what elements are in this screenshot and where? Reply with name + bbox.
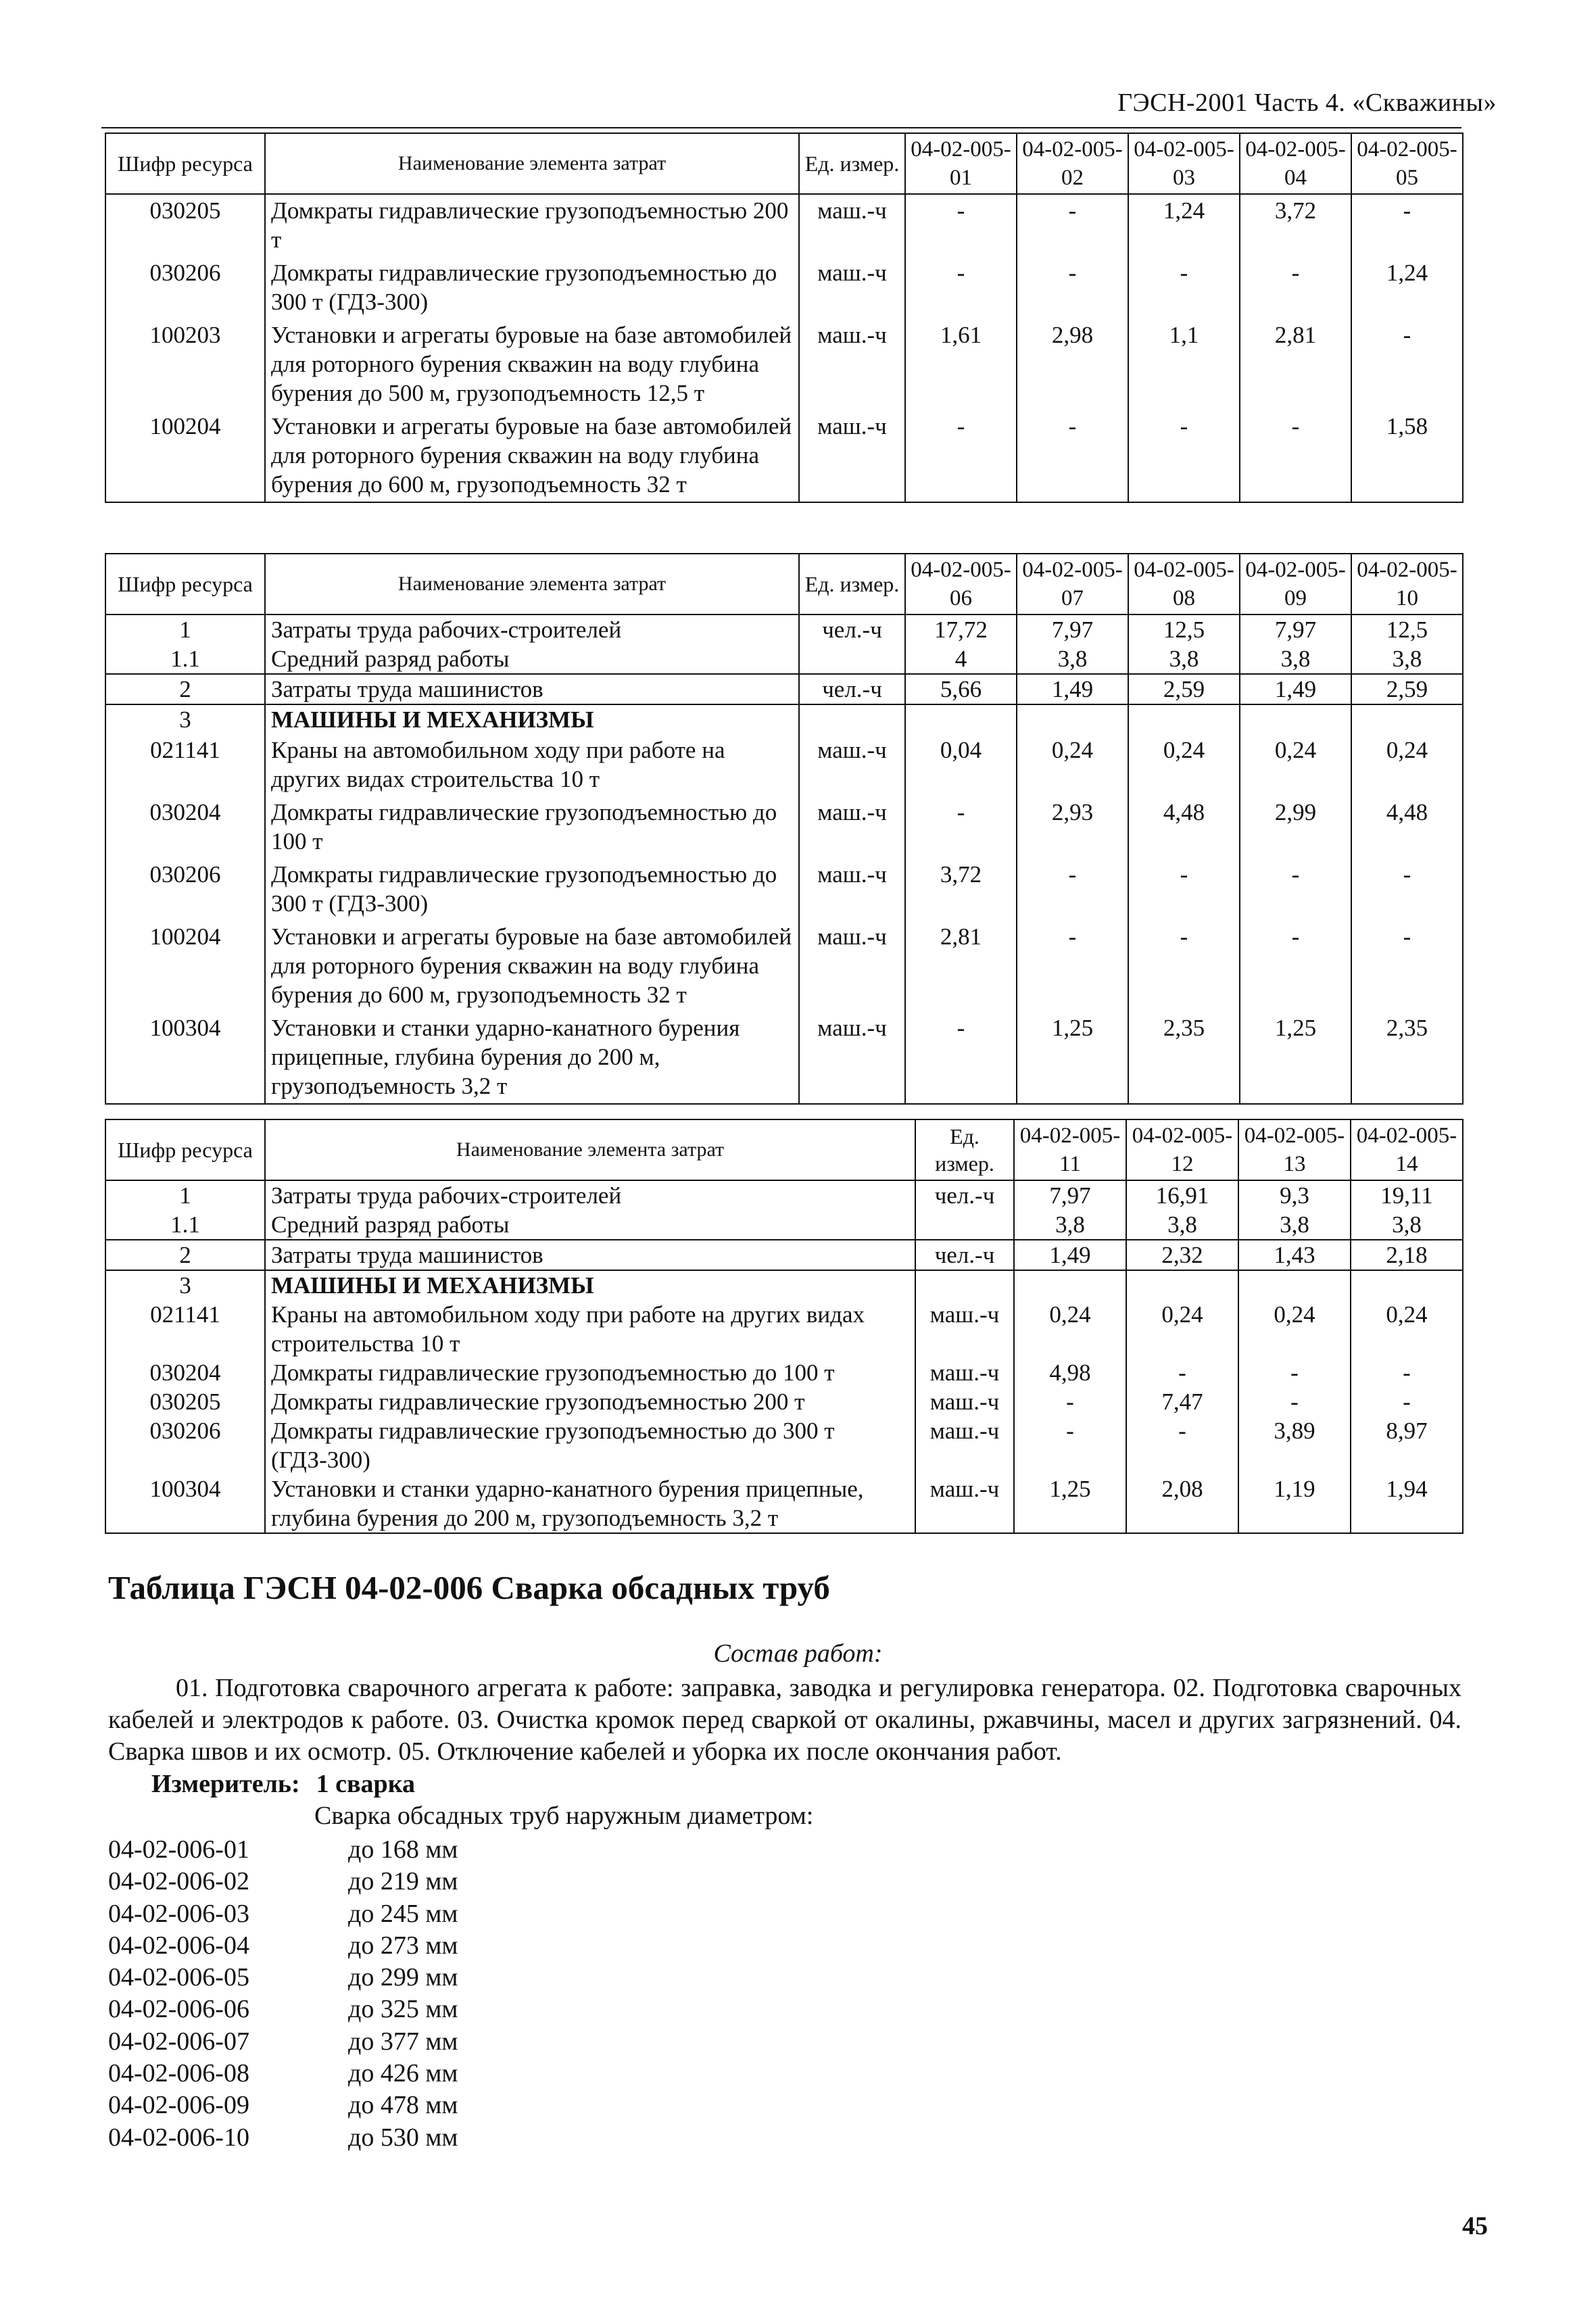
table-row [105,1270,1463,1300]
resource-value: 3,8 [1128,644,1240,674]
resource-value [1351,1270,1463,1300]
resource-code: 030206 [105,1416,265,1474]
variant-code: 04-02-006-07 [108,2027,249,2056]
resource-value: 1,61 [905,319,1017,410]
variant-desc: до 219 мм [348,1867,458,1896]
resource-unit: маш.-ч [915,1416,1014,1474]
resource-unit: маш.-ч [799,921,905,1012]
resource-code: 2 [105,1240,265,1270]
resource-code: 1.1 [105,644,265,674]
resource-name: Затраты труда машинистов [265,1240,915,1270]
table-row [105,644,1463,674]
resource-value: 1,58 [1351,410,1463,502]
table-row [105,1474,1463,1533]
resource-value: 2,59 [1351,674,1463,704]
resource-value: 19,11 [1351,1180,1463,1210]
variant-code: 04-02-006-05 [108,1963,249,1992]
variant-desc: до 530 мм [348,2123,458,2152]
col-header-unit: Ед. измер. [799,554,905,614]
variant-code: 04-02-006-09 [108,2091,249,2120]
resource-value: - [1351,194,1463,257]
resource-value: - [1351,859,1463,921]
resource-code: 3 [105,1270,265,1300]
table-row [105,410,1463,502]
resource-value: 2,81 [1240,319,1351,410]
resource-name: Затраты труда рабочих-строителей [265,1180,915,1210]
resource-value: 3,8 [1126,1210,1238,1240]
resource-value: 0,24 [1128,734,1240,796]
resource-value: - [905,796,1017,859]
resource-name: Краны на автомобильном ходу при работе на других видах строительства 10 т [265,734,799,796]
col-header-code-5: 04-02-005-05 [1351,133,1463,194]
resource-unit: маш.-ч [799,319,905,410]
resource-unit [915,1210,1014,1240]
variant-code: 04-02-006-06 [108,1995,249,2024]
resource-code: 3 [105,704,265,734]
list-item [108,2026,458,2058]
resource-code: 1 [105,614,265,644]
resource-code: 1 [105,1180,265,1210]
resource-value: - [1238,1387,1351,1416]
resource-value: 12,5 [1128,614,1240,644]
resource-code: 100204 [105,921,265,1012]
measure-value: 1 сварка [316,1770,416,1798]
resource-name: Затраты труда машинистов [265,674,799,704]
resource-value: 2,98 [1017,319,1128,410]
resource-code: 030204 [105,796,265,859]
resource-value: - [1240,257,1351,319]
resource-value: - [1128,921,1240,1012]
table-row [105,1012,1463,1104]
variant-desc: до 299 мм [348,1963,458,1992]
variant-desc: до 273 мм [348,1931,458,1960]
resource-value: 1,24 [1128,194,1240,257]
col-header-code-3: 04-02-005-03 [1128,133,1240,194]
resource-code: 100203 [105,319,265,410]
resource-value: - [1351,1358,1463,1387]
resource-value: 5,66 [905,674,1017,704]
resource-value: 4,48 [1351,796,1463,859]
resource-name: Домкраты гидравлические грузоподъемностью до 300 т (ГДЗ-300) [265,859,799,921]
resource-code: 030206 [105,257,265,319]
resource-name: Домкраты гидравлические грузоподъемностью до 100 т [265,796,799,859]
resource-name: Установки и агрегаты буровые на базе автомобилей для роторного бурения скважин на воду глубина бурения до 600 м, грузоподъемность 32 т [265,410,799,502]
resource-value: 3,8 [1240,644,1351,674]
resource-value: 16,91 [1126,1180,1238,1210]
list-item [108,1898,458,1930]
resource-value: 0,24 [1351,1300,1463,1358]
variant-code: 04-02-006-03 [108,1899,249,1928]
resource-value: 17,72 [905,614,1017,644]
resource-value [1351,704,1463,734]
resource-value: - [1128,410,1240,502]
col-header-name: Наименование элемента затрат [265,1119,915,1180]
col-header-code-4: 04-02-005-09 [1240,554,1351,614]
resource-value: - [905,257,1017,319]
list-item [108,1962,458,1994]
col-header-code-2: 04-02-005-02 [1017,133,1128,194]
resource-value: 4,98 [1014,1358,1126,1387]
resource-value: - [1014,1387,1126,1416]
col-header-name: Наименование элемента затрат [265,133,799,194]
variant-code: 04-02-006-08 [108,2059,249,2088]
resource-value: 0,24 [1240,734,1351,796]
resource-value: 0,24 [1351,734,1463,796]
resource-code: 021141 [105,1300,265,1358]
resource-value: 1,49 [1017,674,1128,704]
table-row [105,796,1463,859]
col-header-code-1: 04-02-005-06 [905,554,1017,614]
page-header-title: ГЭСН-2001 Часть 4. «Скважины» [1117,89,1497,117]
variants-caption: Сварка обсадных труб наружным диаметром: [314,1802,814,1830]
resource-value: - [1128,257,1240,319]
resource-unit: маш.-ч [915,1358,1014,1387]
resource-value: 0,24 [1126,1300,1238,1358]
resource-value: - [905,410,1017,502]
resource-name: Домкраты гидравлические грузоподъемностью до 300 т (ГДЗ-300) [265,257,799,319]
resource-value [1128,704,1240,734]
resource-value [1126,1270,1238,1300]
resource-value: 0,24 [1017,734,1128,796]
list-item [108,2058,458,2090]
resource-value: 9,3 [1238,1180,1351,1210]
variant-desc: до 377 мм [348,2027,458,2056]
col-header-code-1: 04-02-005-01 [905,133,1017,194]
col-header-code-4: 04-02-005-04 [1240,133,1351,194]
variant-code: 04-02-006-01 [108,1835,249,1864]
resource-name: Краны на автомобильном ходу при работе на других видах строительства 10 т [265,1300,915,1358]
resource-value: 1,49 [1014,1240,1126,1270]
variant-desc: до 478 мм [348,2091,458,2120]
resource-unit: чел.-ч [915,1240,1014,1270]
table-row [105,257,1463,319]
resource-name: Средний разряд работы [265,1210,915,1240]
resource-name: Установки и агрегаты буровые на базе автомобилей для роторного бурения скважин на воду глубина бурения до 600 м, грузоподъемность 32 т [265,921,799,1012]
resource-value: - [1126,1416,1238,1474]
list-item [108,1994,458,2025]
resource-unit [915,1270,1014,1300]
resource-unit: маш.-ч [799,859,905,921]
resource-value: 0,24 [1238,1300,1351,1358]
resource-value [1238,1270,1351,1300]
composition-text: 01. Подготовка сварочного агрегата к работе: заправка, заводка и регулировка генератора. 02. Подготовка сварочных кабелей и электродов к работе. 03. Очистка кромок перед сваркой от окалины, ржавчины, масел и других загрязнений. 04. Сварка швов и их осмотр. 05. Отключение кабелей и уборка их после окончания работ. [108,1674,1461,1766]
resource-unit: маш.-ч [915,1387,1014,1416]
resource-value: 1,1 [1128,319,1240,410]
resource-value: 3,72 [1240,194,1351,257]
col-header-code-1: 04-02-005-11 [1014,1119,1126,1180]
resource-value: - [1351,1387,1463,1416]
resource-code: 100304 [105,1012,265,1104]
table-row [105,859,1463,921]
resource-name: Домкраты гидравлические грузоподъемностью 200 т [265,1387,915,1416]
resource-value: - [1014,1416,1126,1474]
resource-code: 021141 [105,734,265,796]
resource-value: 2,35 [1351,1012,1463,1104]
col-header-code: Шифр ресурса [105,1119,265,1180]
variant-code: 04-02-006-04 [108,1931,249,1960]
col-header-name: Наименование элемента затрат [265,554,799,614]
resource-table-1 [105,132,1464,503]
resource-value: - [1126,1358,1238,1387]
composition-label: Состав работ: [713,1639,883,1668]
resource-value: - [1351,921,1463,1012]
resource-unit: маш.-ч [799,257,905,319]
resource-value: 4,48 [1128,796,1240,859]
resource-value: - [1017,921,1128,1012]
resource-code: 1.1 [105,1210,265,1240]
resource-value: - [1240,859,1351,921]
header-rule [101,127,1461,128]
resource-unit: маш.-ч [799,1012,905,1104]
measure-line [151,1769,415,1799]
resource-unit: маш.-ч [799,194,905,257]
list-item [108,1930,458,1962]
resource-value: 8,97 [1351,1416,1463,1474]
resource-code: 2 [105,674,265,704]
resource-value: - [905,1012,1017,1104]
resource-value: 4 [905,644,1017,674]
resource-name: Установки и станки ударно-канатного бурения прицепные, глубина бурения до 200 м, грузоподъемность 3,2 т [265,1474,915,1533]
resource-value: 2,81 [905,921,1017,1012]
resource-value: 1,19 [1238,1474,1351,1533]
section-title: Таблица ГЭСН 04-02-006 Сварка обсадных труб [108,1569,830,1606]
col-header-unit: Ед. измер. [799,133,905,194]
resource-value: - [1017,410,1128,502]
resource-value: 7,97 [1240,614,1351,644]
resource-value: 2,18 [1351,1240,1463,1270]
list-item [108,2090,458,2121]
variant-list [108,1834,458,2154]
resource-code: 100304 [105,1474,265,1533]
resource-unit [799,644,905,674]
section-heading: МАШИНЫ И МЕХАНИЗМЫ [265,1270,915,1300]
section-heading: МАШИНЫ И МЕХАНИЗМЫ [265,704,799,734]
col-header-code: Шифр ресурса [105,133,265,194]
list-item [108,2122,458,2154]
table-row [105,194,1463,257]
resource-name: Установки и агрегаты буровые на базе автомобилей для роторного бурения скважин на воду глубина бурения до 500 м, грузоподъемность 12,5 т [265,319,799,410]
table-row [105,704,1463,734]
resource-code: 100204 [105,410,265,502]
resource-value: 0,24 [1014,1300,1126,1358]
table-row [105,1358,1463,1387]
resource-value: 2,59 [1128,674,1240,704]
resource-name: Домкраты гидравлические грузоподъемностью до 300 т (ГДЗ-300) [265,1416,915,1474]
col-header-code: Шифр ресурса [105,554,265,614]
resource-value: 1,25 [1017,1012,1128,1104]
resource-value: 7,97 [1014,1180,1126,1210]
variant-code: 04-02-006-02 [108,1867,249,1896]
resource-value: - [1017,859,1128,921]
resource-value: 3,8 [1238,1210,1351,1240]
resource-value: 7,47 [1126,1387,1238,1416]
resource-code: 030204 [105,1358,265,1387]
resource-unit: маш.-ч [799,796,905,859]
resource-unit: чел.-ч [799,614,905,644]
resource-value: 1,43 [1238,1240,1351,1270]
measure-label: Измеритель: [151,1770,300,1798]
resource-value: - [1017,194,1128,257]
resource-code: 030205 [105,194,265,257]
resource-value: 3,89 [1238,1416,1351,1474]
resource-code: 030205 [105,1387,265,1416]
resource-value: 2,93 [1017,796,1128,859]
col-header-code-3: 04-02-005-08 [1128,554,1240,614]
page-number: 45 [1462,2212,1488,2240]
resource-value: 1,49 [1240,674,1351,704]
resource-name: Установки и станки ударно-канатного бурения прицепные, глубина бурения до 200 м, грузоподъемность 3,2 т [265,1012,799,1104]
table-row [105,1416,1463,1474]
variant-desc: до 245 мм [348,1899,458,1928]
resource-table-3 [105,1119,1464,1534]
variant-desc: до 168 мм [348,1835,458,1864]
resource-value: 1,25 [1240,1012,1351,1104]
resource-value: 0,04 [905,734,1017,796]
table-row [105,319,1463,410]
list-item [108,1866,458,1898]
resource-value [1240,704,1351,734]
table-row [105,1210,1463,1240]
resource-name: Средний разряд работы [265,644,799,674]
resource-name: Домкраты гидравлические грузоподъемностью до 100 т [265,1358,915,1387]
resource-value: - [1351,319,1463,410]
col-header-code-4: 04-02-005-14 [1351,1119,1463,1180]
table-row [105,1387,1463,1416]
variant-desc: до 325 мм [348,1995,458,2024]
table-row [105,1180,1463,1210]
resource-value: 3,72 [905,859,1017,921]
resource-value: - [1017,257,1128,319]
col-header-code-3: 04-02-005-13 [1238,1119,1351,1180]
resource-value: - [1240,410,1351,502]
resource-value: 2,35 [1128,1012,1240,1104]
resource-value: 3,8 [1351,1210,1463,1240]
resource-unit: чел.-ч [915,1180,1014,1210]
resource-unit: маш.-ч [915,1474,1014,1533]
col-header-code-2: 04-02-005-07 [1017,554,1128,614]
table-row [105,734,1463,796]
resource-unit [799,704,905,734]
resource-value: 2,08 [1126,1474,1238,1533]
table-row [105,1300,1463,1358]
resource-value: 1,24 [1351,257,1463,319]
col-header-unit: Ед. измер. [915,1119,1014,1180]
resource-value: 1,94 [1351,1474,1463,1533]
resource-value: 2,99 [1240,796,1351,859]
variant-code: 04-02-006-10 [108,2123,249,2152]
resource-value: 7,97 [1017,614,1128,644]
table-row [105,1240,1463,1270]
table-row [105,674,1463,704]
col-header-code-5: 04-02-005-10 [1351,554,1463,614]
resource-value [1017,704,1128,734]
col-header-code-2: 04-02-005-12 [1126,1119,1238,1180]
resource-table-2 [105,553,1464,1105]
resource-value: - [905,194,1017,257]
resource-unit: чел.-ч [799,674,905,704]
resource-value: 3,8 [1014,1210,1126,1240]
resource-value: - [1128,859,1240,921]
resource-value: 12,5 [1351,614,1463,644]
resource-value: 3,8 [1017,644,1128,674]
resource-value: 1,25 [1014,1474,1126,1533]
resource-name: Затраты труда рабочих-строителей [265,614,799,644]
resource-code: 030206 [105,859,265,921]
resource-value [1014,1270,1126,1300]
list-item [108,1834,458,1866]
resource-value: - [1238,1358,1351,1387]
resource-unit: маш.-ч [799,734,905,796]
resource-value: - [1240,921,1351,1012]
resource-unit: маш.-ч [799,410,905,502]
variant-desc: до 426 мм [348,2059,458,2088]
resource-value: 2,32 [1126,1240,1238,1270]
table-row [105,614,1463,644]
table-row [105,921,1463,1012]
resource-value: 3,8 [1351,644,1463,674]
resource-unit: маш.-ч [915,1300,1014,1358]
resource-value [905,704,1017,734]
resource-name: Домкраты гидравлические грузоподъемностью 200 т [265,194,799,257]
